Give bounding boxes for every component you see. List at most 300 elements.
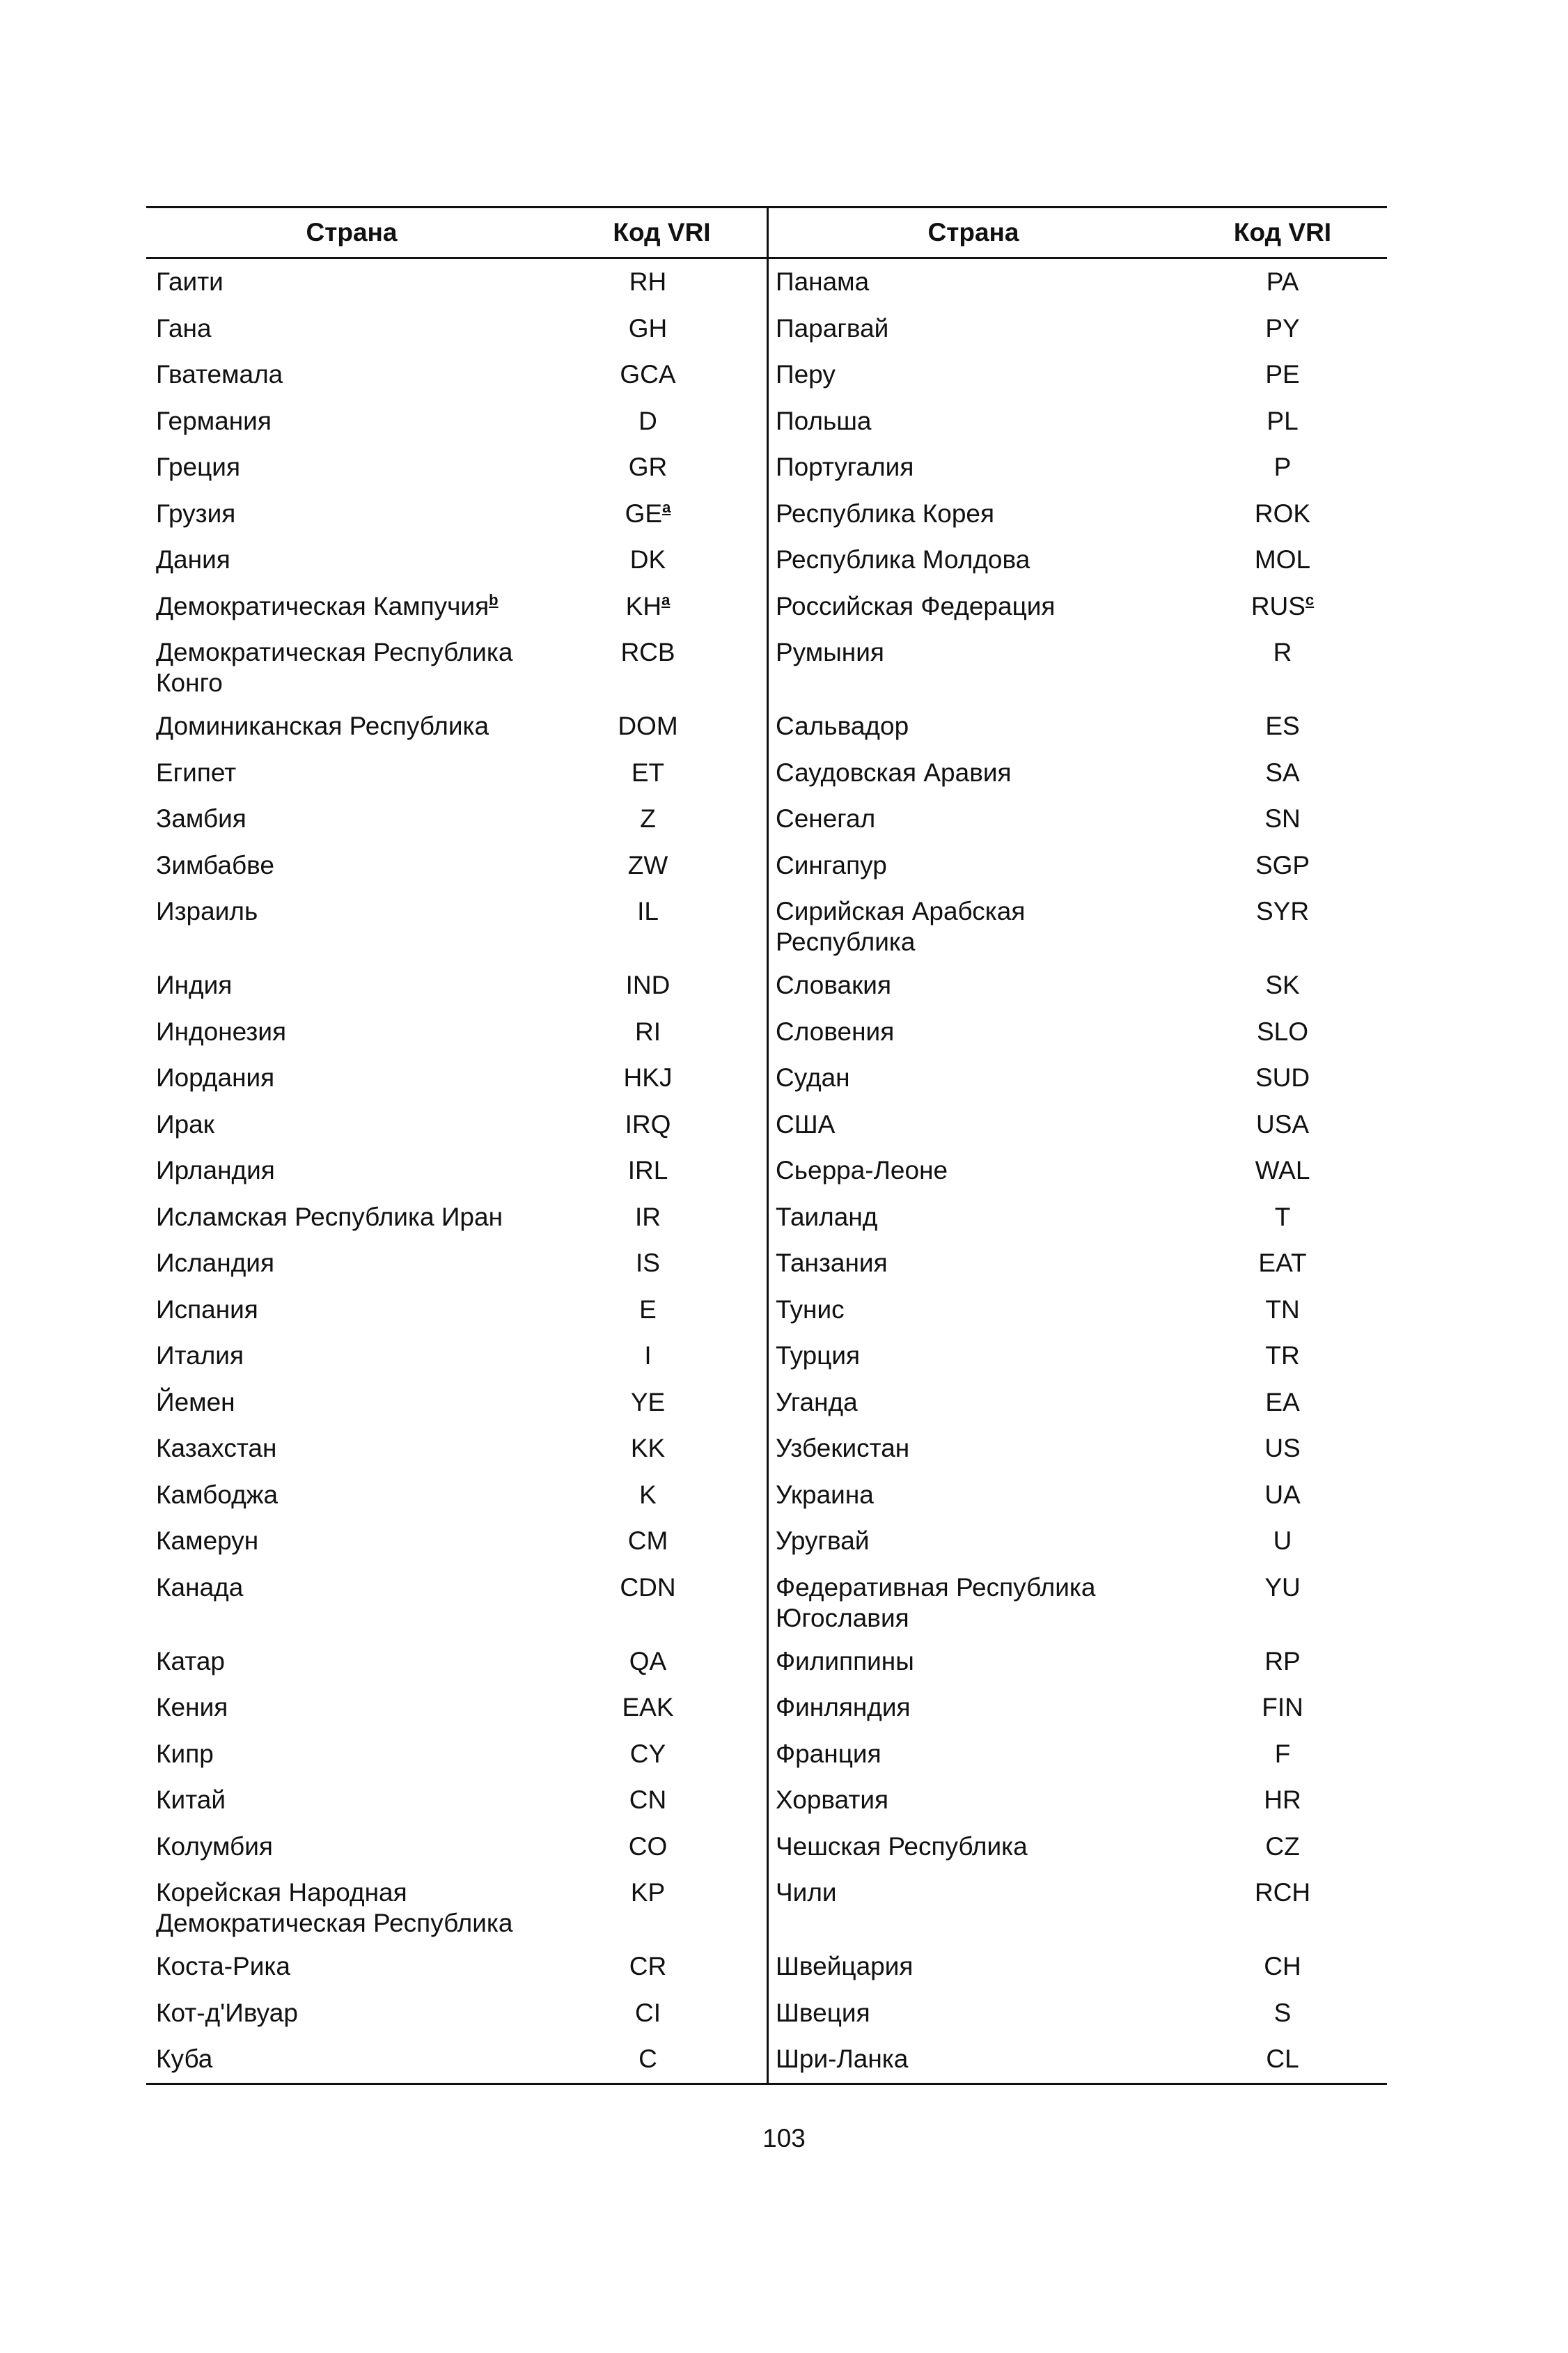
country-name xyxy=(146,306,557,344)
country-name xyxy=(146,1287,557,1325)
header-code: Код VRI xyxy=(613,218,711,247)
vri-code xyxy=(557,750,767,788)
table-row xyxy=(769,1684,1387,1731)
table-row xyxy=(146,491,767,538)
country-name xyxy=(146,398,557,437)
vri-code-text: KK xyxy=(630,1434,666,1462)
country-name xyxy=(769,1518,1178,1556)
vri-code-text: F xyxy=(1274,1739,1291,1768)
table-row xyxy=(769,1777,1387,1824)
vri-code xyxy=(557,1824,767,1862)
vri-code-text: USA xyxy=(1255,1109,1310,1139)
table-row xyxy=(769,306,1387,352)
vri-code xyxy=(1178,1009,1387,1047)
country-name xyxy=(769,1148,1178,1186)
country-name xyxy=(769,2036,1178,2074)
vri-code-text: IRL xyxy=(627,1156,668,1185)
country-name xyxy=(146,1944,557,1982)
table-row xyxy=(769,1333,1387,1379)
country-name xyxy=(146,1731,557,1769)
country-name-text: Украина xyxy=(776,1480,874,1509)
country-name-text: Корейская Народная Демократическая Республика xyxy=(156,1878,513,1937)
country-name xyxy=(769,1639,1178,1677)
country-name xyxy=(146,1472,557,1510)
header-code: Код VRI xyxy=(1233,218,1332,247)
vri-code-text: FIN xyxy=(1262,1693,1303,1721)
table-row xyxy=(769,537,1387,584)
vri-code-text: GH xyxy=(628,313,668,343)
vri-code xyxy=(557,796,767,834)
country-name xyxy=(146,1333,557,1371)
vri-code-text: I xyxy=(644,1341,652,1370)
country-name xyxy=(146,1777,557,1815)
table-row xyxy=(769,1194,1387,1241)
vri-code-text: ZW xyxy=(627,850,668,880)
vri-code xyxy=(1178,1565,1387,1603)
country-name-text: Республика Молдова xyxy=(776,545,1030,574)
vri-code-text: SUD xyxy=(1255,1063,1310,1092)
country-name-text: Доминиканская Республика xyxy=(156,712,489,740)
country-name-text: Индия xyxy=(156,971,233,999)
vri-code xyxy=(1178,491,1387,529)
vri-code-text: CZ xyxy=(1265,1831,1300,1861)
vri-code-text: ET xyxy=(631,758,665,787)
table-row xyxy=(146,1870,767,1944)
vri-code-text: CR xyxy=(629,1952,667,1980)
table-row xyxy=(769,1240,1387,1287)
vri-code-text: CN xyxy=(629,1785,667,1814)
country-name xyxy=(769,1425,1178,1464)
country-name xyxy=(146,1102,557,1140)
country-name xyxy=(769,1055,1178,1093)
vri-code-text: DOM xyxy=(618,712,678,740)
country-name-text: Сенегал xyxy=(776,804,876,833)
vri-code xyxy=(1178,1684,1387,1723)
table-row xyxy=(769,1055,1387,1102)
country-name xyxy=(769,1944,1178,1982)
country-name-text: Исламская Республика Иран xyxy=(156,1202,503,1231)
country-name-text: Филиппины xyxy=(776,1646,914,1675)
vri-code-text: RUS xyxy=(1251,591,1306,620)
vri-code xyxy=(557,1731,767,1769)
vri-code-text: CDN xyxy=(620,1572,676,1602)
table-row xyxy=(146,630,767,703)
vri-code xyxy=(557,1194,767,1233)
country-name-text: Румыния xyxy=(776,638,884,666)
vri-code xyxy=(557,398,767,437)
vri-code xyxy=(557,1472,767,1510)
country-name xyxy=(146,1639,557,1677)
country-name-text: Канада xyxy=(156,1572,244,1602)
country-name xyxy=(769,398,1178,437)
vri-code xyxy=(1178,1333,1387,1371)
table-row xyxy=(769,584,1387,630)
country-name xyxy=(146,1194,557,1233)
vri-code xyxy=(557,1944,767,1982)
table-row xyxy=(146,1333,767,1379)
table-row xyxy=(769,843,1387,889)
vri-code-text: CH xyxy=(1264,1952,1301,1980)
country-name xyxy=(769,630,1178,668)
country-name xyxy=(146,1009,557,1047)
vri-code xyxy=(557,1287,767,1325)
country-name xyxy=(146,703,557,742)
country-name xyxy=(769,1194,1178,1233)
country-name xyxy=(769,962,1178,1001)
vri-code xyxy=(1178,2036,1387,2074)
vri-code-text: IS xyxy=(636,1249,660,1277)
table-row xyxy=(769,1287,1387,1334)
vri-code xyxy=(1178,1824,1387,1862)
country-name-text: Демократическая Республика Конго xyxy=(156,638,513,697)
table-row xyxy=(769,630,1387,703)
vri-code-text: Z xyxy=(640,804,656,833)
vri-code-text: GCA xyxy=(620,360,676,389)
country-name xyxy=(146,1565,557,1603)
vri-code xyxy=(557,584,767,622)
table-row xyxy=(769,1472,1387,1519)
table-row xyxy=(146,1518,767,1565)
vri-code-text: RCB xyxy=(620,638,675,666)
vri-code xyxy=(1178,889,1387,927)
table-row xyxy=(146,352,767,398)
country-name-text: Ирак xyxy=(156,1109,214,1139)
vri-code xyxy=(1178,398,1387,437)
country-name-text: Тунис xyxy=(776,1295,845,1324)
country-name-text: Израиль xyxy=(156,897,258,925)
table-row xyxy=(146,703,767,750)
vri-code xyxy=(557,1990,767,2028)
country-name-text: Гаити xyxy=(156,267,224,296)
country-name-text: Зимбабве xyxy=(156,850,274,880)
vri-code xyxy=(1178,444,1387,483)
vri-code-text: SA xyxy=(1265,758,1300,787)
country-name-text: Португалия xyxy=(776,453,914,481)
vri-code xyxy=(1178,962,1387,1001)
country-name-text: Камерун xyxy=(156,1526,259,1555)
table-left-half xyxy=(146,208,767,2083)
vri-code xyxy=(1178,1944,1387,1982)
table-row xyxy=(769,398,1387,445)
vri-code xyxy=(557,1009,767,1047)
table-row xyxy=(146,1565,767,1639)
vri-code xyxy=(557,1425,767,1464)
table-row xyxy=(146,2036,767,2083)
country-name-text: Словакия xyxy=(776,971,892,999)
table-row xyxy=(146,1777,767,1824)
country-name xyxy=(769,444,1178,483)
vri-code xyxy=(557,1148,767,1186)
vri-code-text: CM xyxy=(627,1526,668,1555)
header-country: Страна xyxy=(306,218,398,247)
country-name-text: Германия xyxy=(156,406,272,435)
country-name xyxy=(146,630,557,698)
country-name xyxy=(769,352,1178,390)
country-name-text: Египет xyxy=(156,758,237,787)
country-name xyxy=(146,1425,557,1464)
country-name xyxy=(146,1518,557,1556)
table-row xyxy=(769,444,1387,491)
vri-code xyxy=(1178,1425,1387,1464)
country-name xyxy=(769,889,1178,957)
footnote-marker: a xyxy=(662,498,671,516)
country-name-text: Казахстан xyxy=(156,1434,277,1462)
country-name-text: Хорватия xyxy=(776,1785,889,1814)
table-row xyxy=(146,1379,767,1426)
table-row xyxy=(769,1102,1387,1148)
vri-code xyxy=(1178,750,1387,788)
page-number: 103 xyxy=(762,2124,806,2152)
vri-code xyxy=(1178,703,1387,742)
vri-code-text: ES xyxy=(1265,712,1300,740)
country-name xyxy=(769,1824,1178,1862)
vri-code xyxy=(557,352,767,390)
vri-code-text: SGP xyxy=(1255,850,1310,880)
country-name-text: Российская Федерация xyxy=(776,591,1056,620)
vri-code xyxy=(557,2036,767,2074)
vri-code-text: CL xyxy=(1266,2045,1299,2073)
vri-code-text: K xyxy=(639,1480,657,1509)
vri-code xyxy=(1178,1777,1387,1815)
table-row xyxy=(769,1148,1387,1194)
vri-code-text: MOL xyxy=(1254,545,1311,574)
vri-code-text: HR xyxy=(1264,1785,1301,1814)
table-row xyxy=(146,889,767,962)
table-row xyxy=(146,1731,767,1778)
vri-code xyxy=(557,1333,767,1371)
country-name-text: Дания xyxy=(156,545,230,574)
table-row xyxy=(769,703,1387,750)
vri-code-text: RP xyxy=(1264,1646,1301,1675)
vri-code-text: CY xyxy=(629,1739,666,1768)
vri-code-text: EAK xyxy=(622,1693,674,1721)
country-name-text: Ирландия xyxy=(156,1156,275,1185)
vri-code xyxy=(557,306,767,344)
vri-code-text: IL xyxy=(637,897,659,925)
table-row xyxy=(146,584,767,630)
table-row xyxy=(769,1009,1387,1056)
vri-code-text: PY xyxy=(1265,313,1300,343)
country-name-text: Грузия xyxy=(156,499,236,528)
vri-code-text: HKJ xyxy=(623,1063,673,1092)
vri-code xyxy=(1178,537,1387,575)
vri-code xyxy=(557,1240,767,1279)
country-name xyxy=(769,537,1178,575)
country-name xyxy=(146,843,557,881)
table-row xyxy=(769,1731,1387,1778)
vri-code-text: TN xyxy=(1265,1295,1300,1324)
vri-code xyxy=(557,1870,767,1908)
vri-code xyxy=(1178,1055,1387,1093)
country-name-text: Италия xyxy=(156,1341,244,1370)
country-name xyxy=(769,259,1178,297)
country-name xyxy=(769,1240,1178,1279)
vri-code xyxy=(1178,1639,1387,1677)
country-name-text: Узбекистан xyxy=(776,1434,910,1462)
country-name-text: Куба xyxy=(156,2045,213,2073)
country-name xyxy=(769,1870,1178,1908)
country-name xyxy=(146,444,557,483)
country-name-text: Гватемала xyxy=(156,360,283,389)
country-name-text: Камбоджа xyxy=(156,1480,279,1509)
country-name-text: Саудовская Аравия xyxy=(776,758,1012,787)
header-country: Страна xyxy=(927,218,1019,247)
country-name xyxy=(769,1287,1178,1325)
country-name xyxy=(146,1148,557,1186)
vri-code-text: GE xyxy=(625,499,663,528)
country-name-text: США xyxy=(776,1109,836,1139)
vri-code xyxy=(557,1565,767,1603)
table-row xyxy=(769,962,1387,1009)
vri-code xyxy=(557,630,767,668)
country-name-text: Кот-д'Ивуар xyxy=(156,1998,298,2027)
table-row xyxy=(769,1824,1387,1870)
table-row xyxy=(146,1824,767,1870)
country-name xyxy=(146,1240,557,1279)
vri-code xyxy=(557,491,767,529)
country-name-text: Иордания xyxy=(156,1063,275,1092)
country-name-text: Парагвай xyxy=(776,313,889,343)
vri-code-text: RCH xyxy=(1254,1878,1311,1907)
vri-code xyxy=(1178,796,1387,834)
table-body-left xyxy=(146,259,767,2083)
vri-code xyxy=(1178,306,1387,344)
vri-code-text: RI xyxy=(635,1017,661,1046)
country-name xyxy=(769,796,1178,834)
vri-code-text: U xyxy=(1273,1526,1292,1555)
country-name xyxy=(146,1824,557,1862)
country-name-text: Демократическая Кампучия xyxy=(156,591,489,620)
country-name xyxy=(769,750,1178,788)
table-row xyxy=(769,1990,1387,2037)
country-name xyxy=(146,2036,557,2074)
table-row xyxy=(146,1102,767,1148)
table-row xyxy=(146,1639,767,1685)
country-name xyxy=(769,1777,1178,1815)
vri-code-text: YE xyxy=(630,1387,666,1416)
country-name-text: Колумбия xyxy=(156,1831,273,1861)
table-header-right xyxy=(769,208,1387,259)
country-name xyxy=(769,843,1178,881)
table-row xyxy=(146,1287,767,1334)
vri-code-text: TR xyxy=(1265,1341,1300,1370)
country-name-text: Швеция xyxy=(776,1998,870,2027)
table-row xyxy=(769,1870,1387,1944)
table-row xyxy=(146,1425,767,1472)
table-row xyxy=(769,352,1387,398)
vri-code xyxy=(1178,630,1387,668)
table-row xyxy=(146,537,767,584)
vri-code xyxy=(557,1777,767,1815)
vri-code xyxy=(1178,584,1387,622)
country-name-text: Исландия xyxy=(156,1249,274,1277)
vri-code-text: S xyxy=(1273,1998,1292,2027)
vri-code xyxy=(557,1055,767,1093)
table-row xyxy=(146,1684,767,1731)
vri-code xyxy=(1178,1102,1387,1140)
country-name-text: Швейцария xyxy=(776,1952,914,1980)
vri-code-text: CI xyxy=(635,1998,661,2027)
table-row xyxy=(146,259,767,306)
country-name xyxy=(146,259,557,297)
vri-code xyxy=(1178,1240,1387,1279)
country-name xyxy=(769,584,1178,622)
table-row xyxy=(146,1472,767,1519)
country-name-text: Сальвадор xyxy=(776,712,909,740)
table-row xyxy=(769,889,1387,962)
vri-code-text: WAL xyxy=(1255,1156,1310,1185)
vri-code-text: C xyxy=(638,2045,657,2073)
vri-code-text: KH xyxy=(625,591,662,620)
country-name xyxy=(769,1731,1178,1769)
country-name xyxy=(769,1379,1178,1418)
footnote-marker: a xyxy=(661,591,671,609)
country-name-text: Польша xyxy=(776,406,872,435)
country-name-text: Замбия xyxy=(156,804,246,833)
vri-code xyxy=(557,1684,767,1723)
table-row xyxy=(769,1518,1387,1565)
country-name-text: Греция xyxy=(156,453,241,481)
country-name-text: Панама xyxy=(776,267,870,296)
vri-code-text: PE xyxy=(1265,360,1300,389)
vri-code-text: SN xyxy=(1264,804,1301,833)
table-row xyxy=(146,1055,767,1102)
vri-code xyxy=(557,1639,767,1677)
vri-code-text: T xyxy=(1274,1202,1291,1231)
table-right-half xyxy=(767,208,1387,2083)
country-name-text: Катар xyxy=(156,1646,226,1675)
vri-code-text: DK xyxy=(629,545,666,574)
vri-code xyxy=(1178,1731,1387,1769)
vri-code xyxy=(1178,352,1387,390)
country-name xyxy=(769,1009,1178,1047)
country-name-text: Сингапур xyxy=(776,850,887,880)
vri-code-text: US xyxy=(1264,1434,1301,1462)
country-name xyxy=(146,537,557,575)
country-name xyxy=(769,1565,1178,1634)
vri-code xyxy=(557,259,767,297)
vri-code xyxy=(557,843,767,881)
table-row xyxy=(146,306,767,352)
country-name xyxy=(146,962,557,1001)
table-row xyxy=(769,1425,1387,1472)
country-name-text: Перу xyxy=(776,360,836,389)
country-name-text: Сирийская Арабская Республика xyxy=(776,897,1026,956)
country-name xyxy=(146,750,557,788)
country-name-text: Танзания xyxy=(776,1249,888,1277)
table-row xyxy=(769,1379,1387,1426)
country-name-text: Словения xyxy=(776,1017,895,1046)
vri-code xyxy=(557,703,767,742)
country-name-text: Сьерра-Леоне xyxy=(776,1156,948,1185)
table-row xyxy=(146,1148,767,1194)
vri-code-text: R xyxy=(1273,638,1292,666)
table-row xyxy=(146,843,767,889)
vri-code-text: KP xyxy=(630,1878,666,1907)
country-name-text: Франция xyxy=(776,1739,881,1768)
table-header-left xyxy=(146,208,767,259)
country-name-text: Уругвай xyxy=(776,1526,870,1555)
table-row xyxy=(146,962,767,1009)
table-row xyxy=(769,2036,1387,2083)
table-row xyxy=(146,1240,767,1287)
table-row xyxy=(769,750,1387,797)
country-name xyxy=(146,796,557,834)
vri-code-text: IRQ xyxy=(625,1109,671,1139)
country-name xyxy=(146,889,557,927)
vri-code xyxy=(1178,1990,1387,2028)
footnote-marker: b xyxy=(489,591,499,609)
